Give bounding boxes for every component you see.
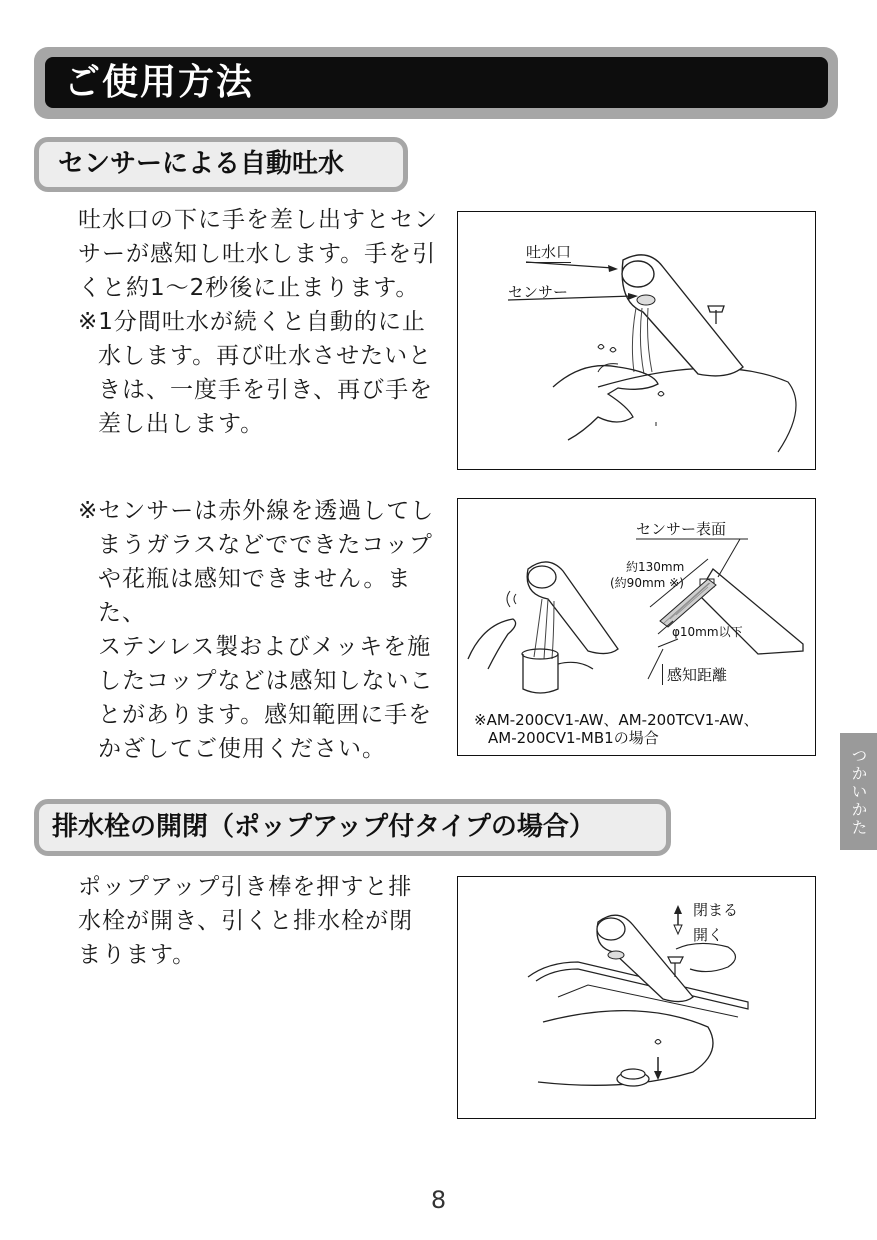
text-line: きは、一度手を引き、再び手を	[98, 377, 434, 403]
section1-paragraph	[78, 203, 448, 305]
text-line: まります。	[78, 942, 197, 968]
text-line: サーが感知し吐水します。手を引	[78, 241, 437, 267]
label-sensing-distance: 感知距離	[662, 664, 727, 685]
label-diameter: φ10mm以下	[672, 625, 743, 639]
text-line: 水栓が開き、引くと排水栓が閉	[78, 908, 414, 934]
text-line: まうガラスなどでできたコップ	[98, 532, 433, 558]
text-line: かざしてご使用ください。	[98, 736, 386, 762]
text-line: くと約1～2秒後に止まります。	[78, 275, 420, 301]
label-range: 約130mm	[626, 560, 685, 574]
popup-drain-illustration	[458, 877, 814, 1117]
text-line: ステンレス製およびメッキを施	[98, 634, 432, 660]
section2-note	[78, 494, 448, 766]
text-line: 水します。再び吐水させたいと	[98, 343, 433, 369]
figure-caption	[474, 711, 759, 747]
figure-popup-drain	[457, 876, 816, 1119]
caption-line: ※AM-200CV1-AW、AM-200TCV1-AW、	[474, 711, 759, 729]
section1-note	[78, 305, 448, 441]
text-line: ※1分間吐水が続くと自動的に止	[78, 309, 426, 335]
label-close: 閉まる	[693, 901, 739, 919]
text-line: や花瓶は感知できません。また、	[98, 566, 412, 626]
figure-sensor-faucet	[457, 211, 816, 470]
label-range-alt: (約90mm ※)	[610, 576, 684, 590]
section-heading-sensor: センサーによる自動吐水	[58, 149, 345, 179]
section-heading-drain: 排水栓の開閉（ポップアップ付タイプの場合）	[52, 812, 595, 842]
text-line: とがあります。感知範囲に手を	[98, 702, 433, 728]
label-open: 開く	[693, 926, 724, 944]
text-line: 差し出します。	[98, 411, 265, 437]
text-line: ポップアップ引き棒を押すと排	[78, 874, 413, 900]
text-line: したコップなどは感知しないこ	[98, 668, 434, 694]
page-title: ご使用方法	[64, 62, 255, 103]
figure-sensor-range	[457, 498, 816, 756]
section3-paragraph	[78, 870, 448, 972]
faucet-illustration	[458, 212, 814, 468]
caption-line: AM-200CV1-MB1の場合	[488, 729, 659, 747]
label-sensor-surface: センサー表面	[636, 520, 727, 538]
label-sensor: センサー	[508, 283, 569, 301]
text-line: 吐水口の下に手を差し出すとセン	[78, 207, 438, 233]
page-number: 8	[430, 1186, 447, 1214]
label-spout: 吐水口	[526, 243, 572, 261]
side-index-label: つかいかた	[849, 746, 868, 837]
text-line: ※センサーは赤外線を透過してし	[78, 498, 435, 524]
